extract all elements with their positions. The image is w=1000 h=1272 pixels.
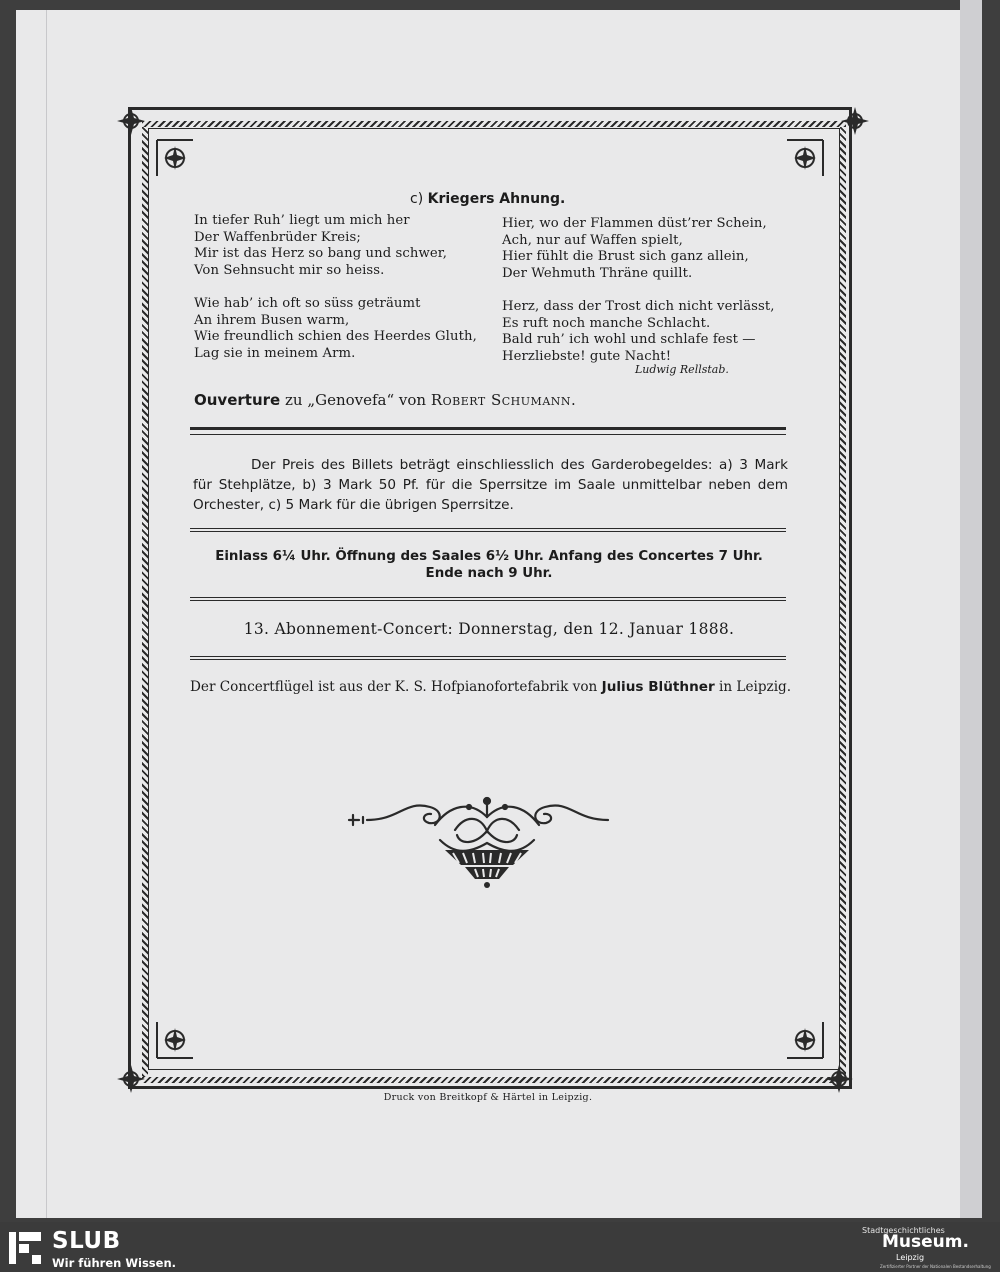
piano-prefix: Der Concertflügel ist aus der K. S. Hofpianofortefabrik von [190,679,598,695]
ticket-price-paragraph [193,455,788,515]
poem-line: Lag sie in meinem Arm. [194,345,356,361]
poem-line: Ach, nur auf Waffen spielt, [502,232,683,248]
section-divider [190,597,786,601]
poem-title-text: Kriegers Ahnung. [427,191,566,207]
poem-stanza-left-1 [194,213,447,279]
next-concert-notice: 13. Abonnement-Concert: Donnerstag, den 12. Januar 1888. [243,620,735,638]
poem-title [410,191,565,207]
overture-middle: zu „Genovefa“ von [284,391,427,409]
overture-line [194,391,576,409]
admission-einlass: Einlass 6¼ Uhr. [215,549,331,564]
poem-line: Hier, wo der Flammen düst’rer Schein, [502,216,767,231]
museum-label-top: Stadtgeschichtliches [862,1226,945,1235]
admission-anfang: Anfang des Concertes 7 Uhr. [548,549,763,564]
museum-name[interactable]: Museum. [882,1232,969,1252]
printer-imprint: Druck von Breitkopf & Härtel in Leipzig. [383,1092,593,1103]
poem-stanza-left-2 [194,296,477,362]
library-tagline: Wir führen Wissen. [52,1256,177,1270]
museum-city: Leipzig [896,1253,925,1262]
poem-line: Der Wehmuth Thräne quillt. [502,265,693,281]
poem-line: Wie hab’ ich oft so süss geträumt [194,296,421,311]
admission-times [190,548,788,582]
section-divider [190,528,786,532]
piano-notice [190,679,792,695]
poem-line: Mir ist das Herz so bang und schwer, [194,246,448,261]
poem-line: In tiefer Ruh’ liegt um mich her [194,213,410,228]
museum-certification-note: Zertifizierter Partner der Nationalen Bestandserhaltung [880,1264,991,1269]
poem-title-prefix: c) [410,191,424,207]
section-divider [190,427,786,435]
piano-suffix: in Leipzig. [719,679,792,695]
poem-line: Wie freundlich schien des Heerdes Gluth, [194,329,477,344]
ticket-price-text: Der Preis des Billets beträgt einschliesslich des Garderobegeldes: a) 3 Mark für Stehplätze, b) 3 Mark 50 Pf. für die Sperrsitze im Saale unmittelbar neben dem Orchester, c) 5 Mark für die übrigen Sperrsitze. [193,457,788,513]
footer-bar [0,1222,1000,1272]
slub-logo-icon[interactable] [8,1231,42,1265]
poem-line: Hier fühlt die Brust sich ganz allein, [502,249,749,264]
library-name[interactable]: SLUB [52,1228,121,1254]
poem-line: An ihrem Busen warm, [194,312,350,328]
section-divider [190,656,786,660]
overture-composer: Robert Schumann. [430,391,577,409]
poem-line: Der Waffenbrüder Kreis; [194,229,361,245]
poem-line: Herzliebste! gute Nacht! [502,348,672,364]
flourish-ornament-icon [345,795,630,890]
overture-label: Ouverture [194,391,281,409]
poem-line: Es ruft noch manche Schlacht. [502,315,711,331]
piano-maker: Julius Blüthner [601,679,715,695]
poem-line: Bald ruh’ ich wohl und schlafe fest — [502,332,756,347]
poem-author: Ludwig Rellstab. [635,363,729,376]
poem-stanza-right-1 [502,216,767,282]
poem-stanza-right-2 [502,299,775,365]
poem-line: Herz, dass der Trost dich nicht verlässt, [502,299,775,314]
admission-oeffnung: Öffnung des Saales 6½ Uhr. [335,549,544,564]
admission-ende: Ende nach 9 Uhr. [425,566,553,581]
poem-line: Von Sehnsucht mir so heiss. [194,262,385,278]
